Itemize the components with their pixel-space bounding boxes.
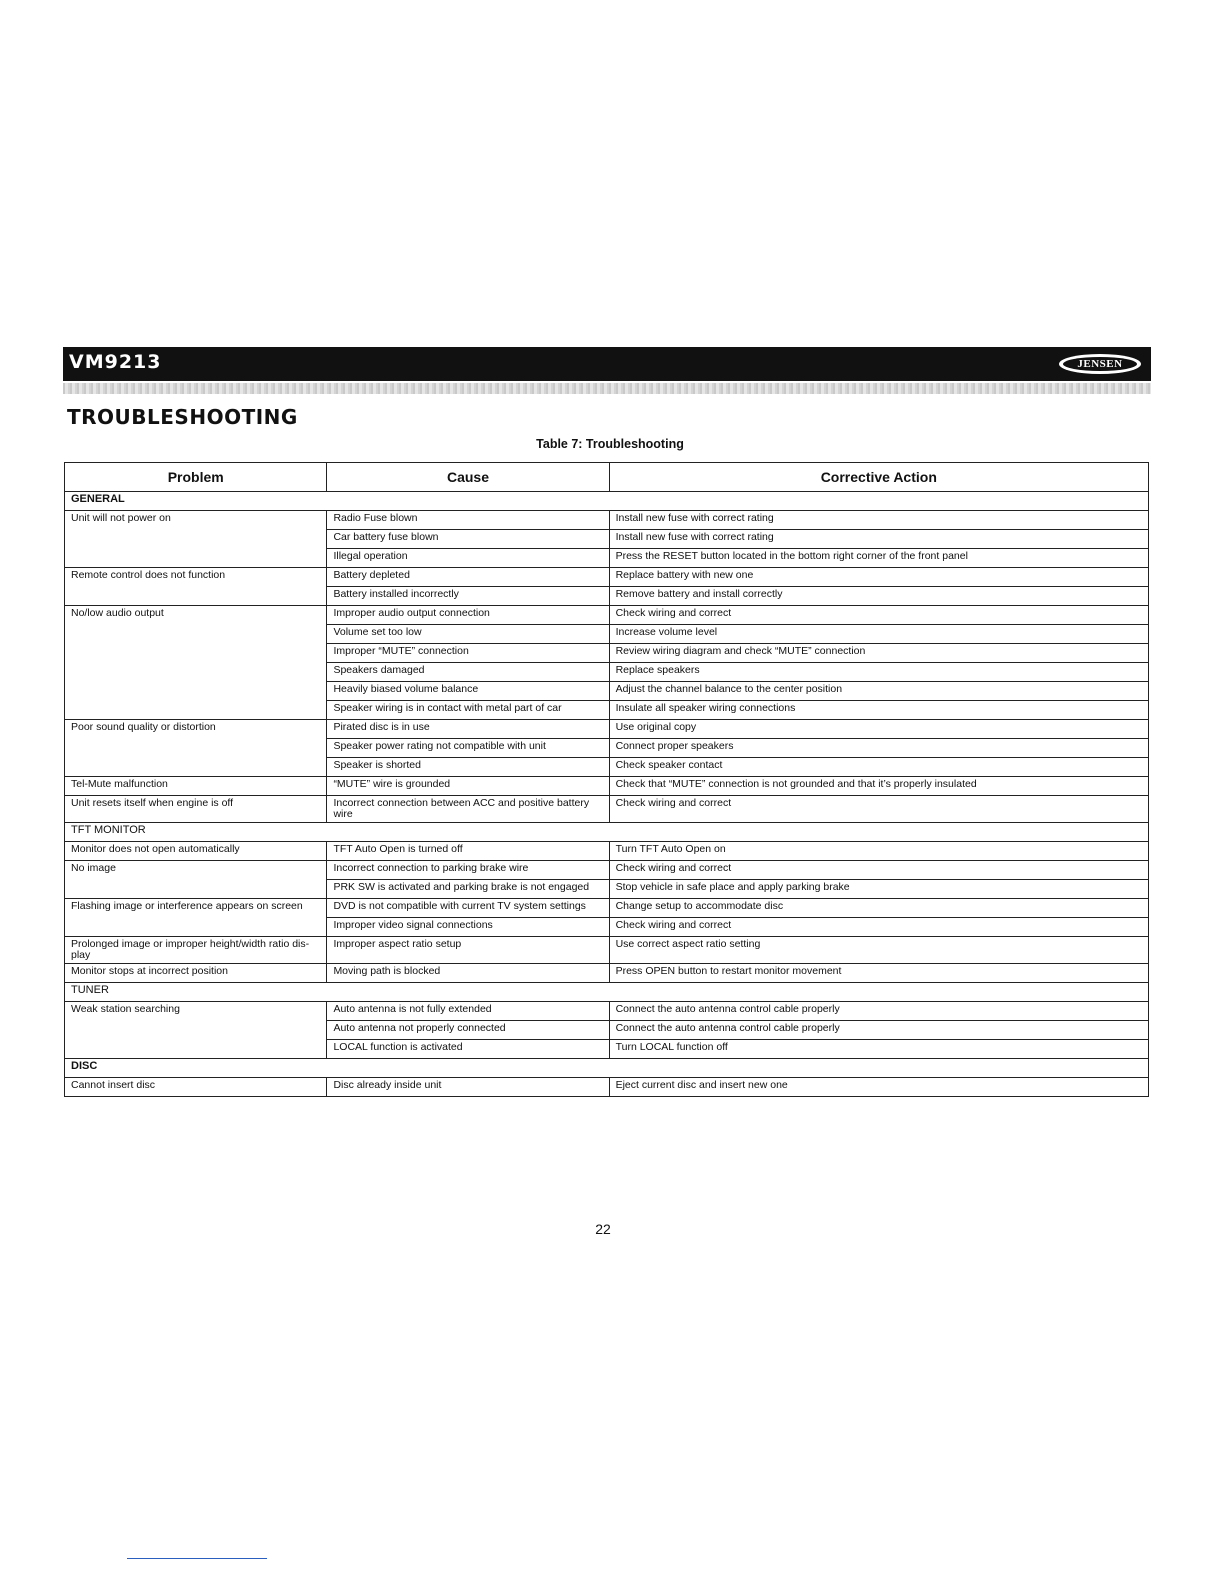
table-row — [65, 720, 1149, 739]
model-title: VM9213 — [69, 351, 162, 373]
problem-cell: No/low audio output — [65, 606, 327, 720]
action-cell: Check wiring and correct — [609, 861, 1148, 880]
action-cell: Connect the auto antenna control cable properly — [609, 1021, 1148, 1040]
action-cell: Turn LOCAL function off — [609, 1040, 1148, 1059]
problem-cell: Remote control does not function — [65, 568, 327, 606]
table-row — [65, 861, 1149, 880]
action-cell: Replace battery with new one — [609, 568, 1148, 587]
cause-cell: Battery depleted — [327, 568, 609, 587]
action-cell: Check wiring and correct — [609, 918, 1148, 937]
cause-cell: Heavily biased volume balance — [327, 682, 609, 701]
action-cell: Remove battery and install correctly — [609, 587, 1148, 606]
action-cell: Check wiring and correct — [609, 796, 1148, 823]
column-header-action: Corrective Action — [609, 463, 1148, 492]
action-cell: Use original copy — [609, 720, 1148, 739]
table-row — [65, 568, 1149, 587]
page-number: 22 — [595, 1221, 611, 1237]
footer-line — [127, 1558, 267, 1559]
table-caption: Table 7: Troubleshooting — [536, 437, 684, 451]
cause-cell: Speaker is shorted — [327, 758, 609, 777]
cause-cell: LOCAL function is activated — [327, 1040, 609, 1059]
table-row — [65, 964, 1149, 983]
action-cell: Check wiring and correct — [609, 606, 1148, 625]
action-cell: Eject current disc and insert new one — [609, 1078, 1148, 1097]
cause-cell: Speakers damaged — [327, 663, 609, 682]
section-title: TROUBLESHOOTING — [67, 405, 298, 429]
group-label: TFT MONITOR — [65, 823, 1149, 842]
table-row — [65, 796, 1149, 823]
action-cell: Review wiring diagram and check “MUTE” connection — [609, 644, 1148, 663]
cause-cell: Improper “MUTE” connection — [327, 644, 609, 663]
troubleshooting-table — [64, 462, 1149, 1097]
action-cell: Press the RESET button located in the bottom right corner of the front panel — [609, 549, 1148, 568]
action-cell: Check speaker contact — [609, 758, 1148, 777]
cause-cell: Speaker power rating not compatible with unit — [327, 739, 609, 758]
action-cell: Stop vehicle in safe place and apply parking brake — [609, 880, 1148, 899]
action-cell: Install new fuse with correct rating — [609, 511, 1148, 530]
cause-cell: Battery installed incorrectly — [327, 587, 609, 606]
table-row — [65, 1078, 1149, 1097]
cause-cell: Improper video signal connections — [327, 918, 609, 937]
action-cell: Connect proper speakers — [609, 739, 1148, 758]
group-label: DISC — [65, 1059, 1149, 1078]
action-cell: Turn TFT Auto Open on — [609, 842, 1148, 861]
group-row — [65, 1059, 1149, 1078]
cause-cell: Incorrect connection between ACC and positive battery wire — [327, 796, 609, 823]
action-cell: Change setup to accommodate disc — [609, 899, 1148, 918]
group-row — [65, 983, 1149, 1002]
cause-cell: DVD is not compatible with current TV system settings — [327, 899, 609, 918]
problem-cell: Tel-Mute malfunction — [65, 777, 327, 796]
table-row — [65, 842, 1149, 861]
group-label: TUNER — [65, 983, 1149, 1002]
problem-cell: Unit will not power on — [65, 511, 327, 568]
action-cell: Press OPEN button to restart monitor movement — [609, 964, 1148, 983]
table-row — [65, 777, 1149, 796]
cause-cell: Speaker wiring is in contact with metal part of car — [327, 701, 609, 720]
cause-cell: Car battery fuse blown — [327, 530, 609, 549]
cause-cell: Pirated disc is in use — [327, 720, 609, 739]
cause-cell: PRK SW is activated and parking brake is not engaged — [327, 880, 609, 899]
decorative-stripe — [63, 383, 1151, 394]
table-row — [65, 606, 1149, 625]
action-cell: Replace speakers — [609, 663, 1148, 682]
problem-cell: Unit resets itself when engine is off — [65, 796, 327, 823]
table-header-row — [65, 463, 1149, 492]
table-row — [65, 511, 1149, 530]
action-cell: Adjust the channel balance to the center position — [609, 682, 1148, 701]
group-row — [65, 823, 1149, 842]
action-cell: Install new fuse with correct rating — [609, 530, 1148, 549]
action-cell: Connect the auto antenna control cable properly — [609, 1002, 1148, 1021]
column-header-problem: Problem — [65, 463, 327, 492]
cause-cell: Improper audio output connection — [327, 606, 609, 625]
problem-cell: Cannot insert disc — [65, 1078, 327, 1097]
action-cell: Increase volume level — [609, 625, 1148, 644]
cause-cell: Disc already inside unit — [327, 1078, 609, 1097]
cause-cell: Volume set too low — [327, 625, 609, 644]
cause-cell: Auto antenna not properly connected — [327, 1021, 609, 1040]
cause-cell: Improper aspect ratio setup — [327, 937, 609, 964]
problem-cell: Poor sound quality or distortion — [65, 720, 327, 777]
group-row — [65, 492, 1149, 511]
table-row — [65, 937, 1149, 964]
jensen-logo — [1059, 354, 1141, 374]
problem-cell: Flashing image or interference appears on screen — [65, 899, 327, 937]
group-label: GENERAL — [65, 492, 1149, 511]
problem-cell: Monitor does not open automatically — [65, 842, 327, 861]
problem-cell: Weak station searching — [65, 1002, 327, 1059]
cause-cell: Auto antenna is not fully extended — [327, 1002, 609, 1021]
cause-cell: “MUTE” wire is grounded — [327, 777, 609, 796]
cause-cell: Radio Fuse blown — [327, 511, 609, 530]
column-header-cause: Cause — [327, 463, 609, 492]
table-body — [65, 492, 1149, 1097]
cause-cell: Moving path is blocked — [327, 964, 609, 983]
problem-cell: Prolonged image or improper height/width ratio dis-play — [65, 937, 327, 964]
header-bar — [63, 347, 1151, 381]
table-row — [65, 1002, 1149, 1021]
problem-cell: No image — [65, 861, 327, 899]
cause-cell: Incorrect connection to parking brake wire — [327, 861, 609, 880]
action-cell: Insulate all speaker wiring connections — [609, 701, 1148, 720]
action-cell: Use correct aspect ratio setting — [609, 937, 1148, 964]
action-cell: Check that “MUTE” connection is not grounded and that it’s properly insulated — [609, 777, 1148, 796]
cause-cell: TFT Auto Open is turned off — [327, 842, 609, 861]
cause-cell: Illegal operation — [327, 549, 609, 568]
brand-name: JENSEN — [1063, 357, 1137, 371]
table-row — [65, 899, 1149, 918]
problem-cell: Monitor stops at incorrect position — [65, 964, 327, 983]
